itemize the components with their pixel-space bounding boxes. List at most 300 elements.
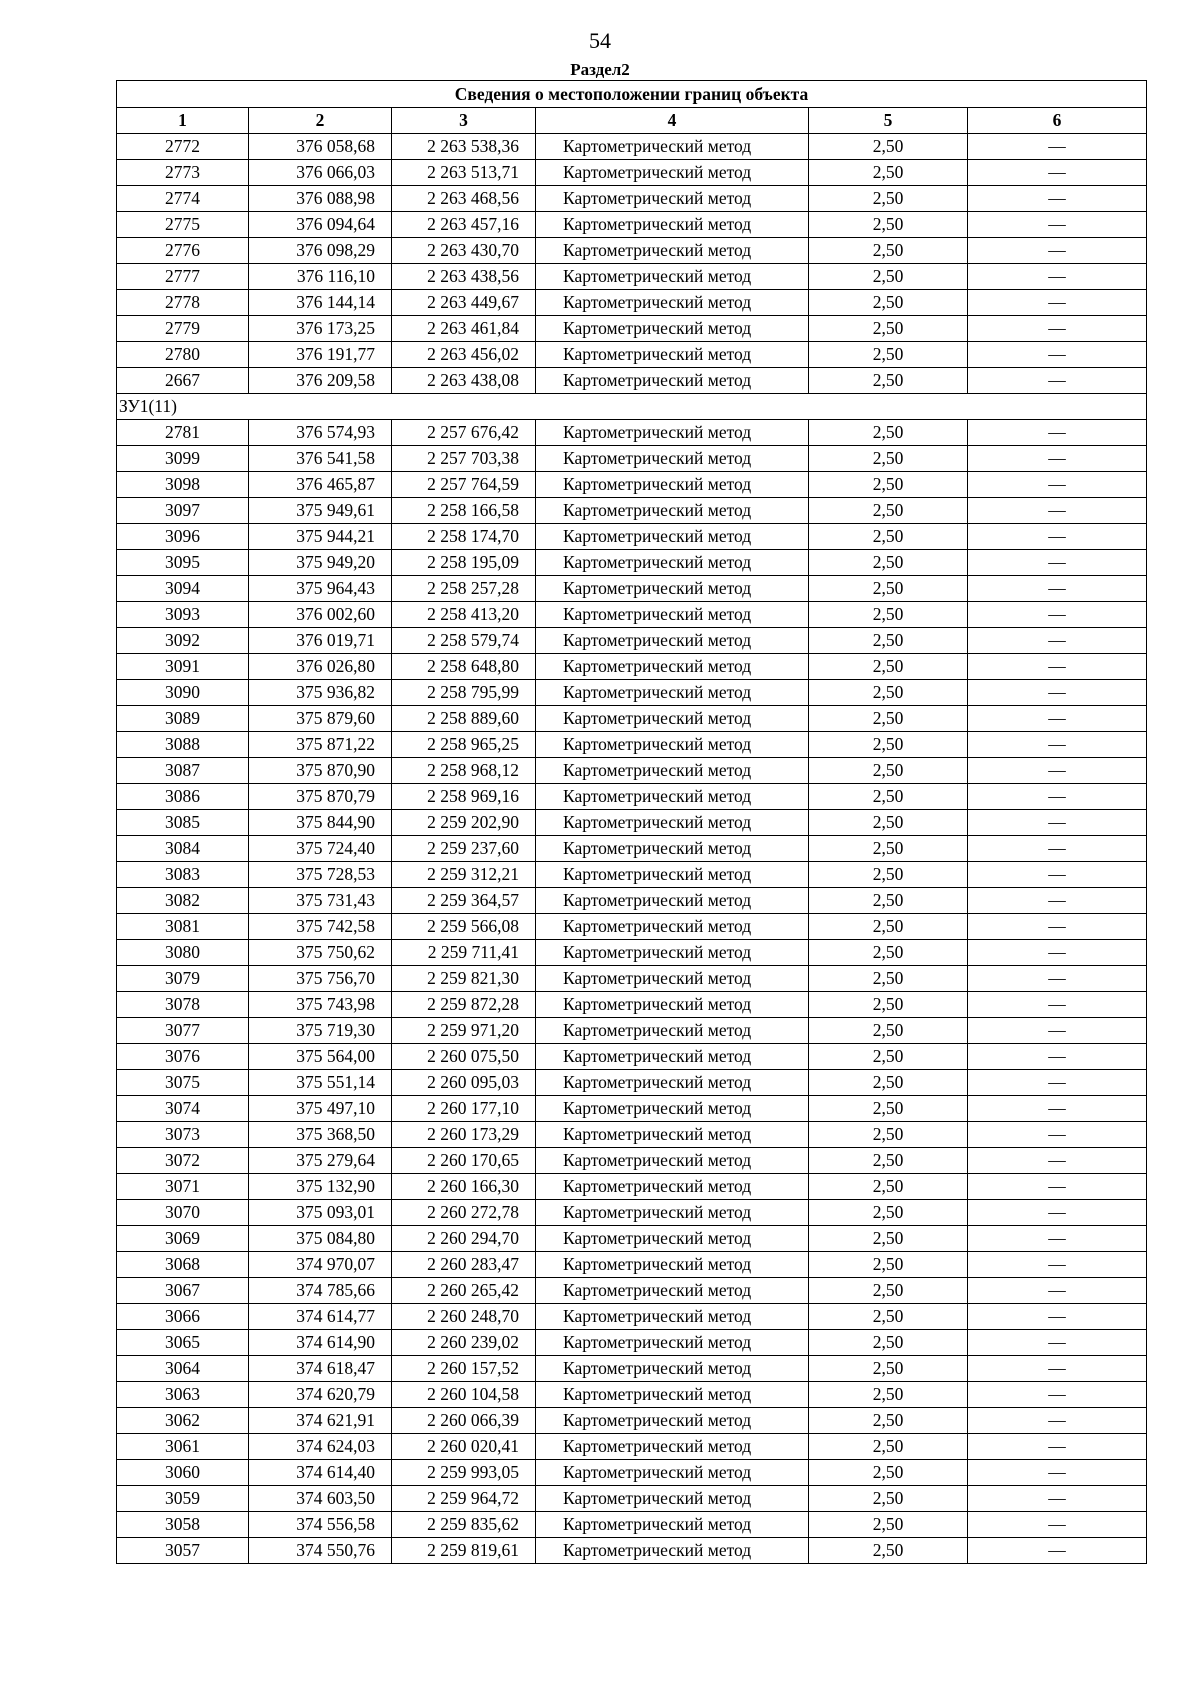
table-row — [117, 810, 1147, 836]
point-number-cell: 3067 — [117, 1278, 249, 1304]
method-cell: Картометрический метод — [536, 1070, 809, 1096]
y-coordinate-cell: 2 260 265,42 — [392, 1278, 536, 1304]
method-cell: Картометрический метод — [536, 706, 809, 732]
point-number-cell: 3083 — [117, 862, 249, 888]
accuracy-cell: 2,50 — [809, 1148, 968, 1174]
point-number-cell: 3092 — [117, 628, 249, 654]
method-cell: Картометрический метод — [536, 1278, 809, 1304]
method-cell: Картометрический метод — [536, 862, 809, 888]
accuracy-cell: 2,50 — [809, 134, 968, 160]
description-cell: — — [968, 1226, 1147, 1252]
accuracy-cell: 2,50 — [809, 1226, 968, 1252]
description-cell: — — [968, 1512, 1147, 1538]
method-cell: Картометрический метод — [536, 966, 809, 992]
x-coordinate-cell: 376 058,68 — [249, 134, 392, 160]
point-number-cell: 3080 — [117, 940, 249, 966]
table-row — [117, 1070, 1147, 1096]
y-coordinate-cell: 2 260 177,10 — [392, 1096, 536, 1122]
accuracy-cell: 2,50 — [809, 498, 968, 524]
table-row — [117, 1460, 1147, 1486]
method-cell: Картометрический метод — [536, 1148, 809, 1174]
point-number-cell: 3068 — [117, 1252, 249, 1278]
table-row — [117, 914, 1147, 940]
point-number-cell: 3091 — [117, 654, 249, 680]
point-number-cell: 3081 — [117, 914, 249, 940]
x-coordinate-cell: 376 002,60 — [249, 602, 392, 628]
table-row — [117, 628, 1147, 654]
description-cell: — — [968, 264, 1147, 290]
description-cell: — — [968, 1434, 1147, 1460]
description-cell: — — [968, 862, 1147, 888]
point-number-cell: 3087 — [117, 758, 249, 784]
x-coordinate-cell: 375 731,43 — [249, 888, 392, 914]
description-cell: — — [968, 186, 1147, 212]
description-cell: — — [968, 1122, 1147, 1148]
method-cell: Картометрический метод — [536, 602, 809, 628]
table-row — [117, 368, 1147, 394]
point-number-cell: 3064 — [117, 1356, 249, 1382]
y-coordinate-cell: 2 259 711,41 — [392, 940, 536, 966]
x-coordinate-cell: 375 497,10 — [249, 1096, 392, 1122]
point-number-cell: 3094 — [117, 576, 249, 602]
y-coordinate-cell: 2 263 461,84 — [392, 316, 536, 342]
method-cell: Картометрический метод — [536, 472, 809, 498]
point-number-cell: 3075 — [117, 1070, 249, 1096]
method-cell: Картометрический метод — [536, 758, 809, 784]
x-coordinate-cell: 375 743,98 — [249, 992, 392, 1018]
y-coordinate-cell: 2 259 819,61 — [392, 1538, 536, 1564]
point-number-cell: 3096 — [117, 524, 249, 550]
accuracy-cell: 2,50 — [809, 1174, 968, 1200]
point-number-cell: 3059 — [117, 1486, 249, 1512]
method-cell: Картометрический метод — [536, 134, 809, 160]
y-coordinate-cell: 2 259 993,05 — [392, 1460, 536, 1486]
x-coordinate-cell: 375 750,62 — [249, 940, 392, 966]
x-coordinate-cell: 375 742,58 — [249, 914, 392, 940]
accuracy-cell: 2,50 — [809, 602, 968, 628]
table-row — [117, 524, 1147, 550]
table-row — [117, 940, 1147, 966]
accuracy-cell: 2,50 — [809, 1512, 968, 1538]
accuracy-cell: 2,50 — [809, 238, 968, 264]
method-cell: Картометрический метод — [536, 1486, 809, 1512]
accuracy-cell: 2,50 — [809, 1408, 968, 1434]
description-cell: — — [968, 758, 1147, 784]
point-number-cell: 2667 — [117, 368, 249, 394]
x-coordinate-cell: 376 574,93 — [249, 420, 392, 446]
method-cell: Картометрический метод — [536, 368, 809, 394]
point-number-cell: 2774 — [117, 186, 249, 212]
y-coordinate-cell: 2 258 166,58 — [392, 498, 536, 524]
group-label: ЗУ1(11) — [117, 394, 1147, 420]
description-cell: — — [968, 654, 1147, 680]
method-cell: Картометрический метод — [536, 1174, 809, 1200]
accuracy-cell: 2,50 — [809, 758, 968, 784]
x-coordinate-cell: 375 728,53 — [249, 862, 392, 888]
method-cell: Картометрический метод — [536, 1538, 809, 1564]
description-cell: — — [968, 1070, 1147, 1096]
table-row — [117, 1538, 1147, 1564]
group-row — [117, 394, 1147, 420]
accuracy-cell: 2,50 — [809, 810, 968, 836]
point-number-cell: 3078 — [117, 992, 249, 1018]
method-cell: Картометрический метод — [536, 1512, 809, 1538]
x-coordinate-cell: 374 624,03 — [249, 1434, 392, 1460]
x-coordinate-cell: 375 724,40 — [249, 836, 392, 862]
accuracy-cell: 2,50 — [809, 212, 968, 238]
accuracy-cell: 2,50 — [809, 316, 968, 342]
accuracy-cell: 2,50 — [809, 914, 968, 940]
accuracy-cell: 2,50 — [809, 160, 968, 186]
description-cell: — — [968, 498, 1147, 524]
description-cell: — — [968, 368, 1147, 394]
description-cell: — — [968, 1538, 1147, 1564]
point-number-cell: 3073 — [117, 1122, 249, 1148]
x-coordinate-cell: 374 556,58 — [249, 1512, 392, 1538]
table-row — [117, 966, 1147, 992]
point-number-cell: 2773 — [117, 160, 249, 186]
accuracy-cell: 2,50 — [809, 1122, 968, 1148]
table-row — [117, 992, 1147, 1018]
point-number-cell: 2772 — [117, 134, 249, 160]
point-number-cell: 3099 — [117, 446, 249, 472]
point-number-cell: 3090 — [117, 680, 249, 706]
y-coordinate-cell: 2 263 430,70 — [392, 238, 536, 264]
y-coordinate-cell: 2 258 969,16 — [392, 784, 536, 810]
x-coordinate-cell: 374 603,50 — [249, 1486, 392, 1512]
accuracy-cell: 2,50 — [809, 862, 968, 888]
description-cell: — — [968, 602, 1147, 628]
y-coordinate-cell: 2 258 889,60 — [392, 706, 536, 732]
table-caption-row — [117, 81, 1147, 108]
accuracy-cell: 2,50 — [809, 992, 968, 1018]
x-coordinate-cell: 375 944,21 — [249, 524, 392, 550]
accuracy-cell: 2,50 — [809, 1434, 968, 1460]
x-coordinate-cell: 375 871,22 — [249, 732, 392, 758]
description-cell: — — [968, 1408, 1147, 1434]
y-coordinate-cell: 2 263 538,36 — [392, 134, 536, 160]
description-cell: — — [968, 732, 1147, 758]
x-coordinate-cell: 376 191,77 — [249, 342, 392, 368]
y-coordinate-cell: 2 260 020,41 — [392, 1434, 536, 1460]
y-coordinate-cell: 2 260 157,52 — [392, 1356, 536, 1382]
accuracy-cell: 2,50 — [809, 342, 968, 368]
y-coordinate-cell: 2 258 795,99 — [392, 680, 536, 706]
method-cell: Картометрический метод — [536, 446, 809, 472]
y-coordinate-cell: 2 259 971,20 — [392, 1018, 536, 1044]
x-coordinate-cell: 374 614,40 — [249, 1460, 392, 1486]
accuracy-cell: 2,50 — [809, 186, 968, 212]
y-coordinate-cell: 2 260 272,78 — [392, 1200, 536, 1226]
point-number-cell: 3084 — [117, 836, 249, 862]
x-coordinate-cell: 375 844,90 — [249, 810, 392, 836]
accuracy-cell: 2,50 — [809, 1460, 968, 1486]
table-row — [117, 758, 1147, 784]
column-header: 1 — [117, 108, 249, 134]
x-coordinate-cell: 374 550,76 — [249, 1538, 392, 1564]
description-cell: — — [968, 628, 1147, 654]
point-number-cell: 2780 — [117, 342, 249, 368]
description-cell: — — [968, 524, 1147, 550]
method-cell: Картометрический метод — [536, 1018, 809, 1044]
x-coordinate-cell: 375 756,70 — [249, 966, 392, 992]
y-coordinate-cell: 2 263 438,08 — [392, 368, 536, 394]
table-row — [117, 732, 1147, 758]
accuracy-cell: 2,50 — [809, 1018, 968, 1044]
description-cell: — — [968, 1174, 1147, 1200]
y-coordinate-cell: 2 258 195,09 — [392, 550, 536, 576]
y-coordinate-cell: 2 259 821,30 — [392, 966, 536, 992]
y-coordinate-cell: 2 260 066,39 — [392, 1408, 536, 1434]
method-cell: Картометрический метод — [536, 680, 809, 706]
table-row — [117, 1382, 1147, 1408]
accuracy-cell: 2,50 — [809, 706, 968, 732]
table-row — [117, 888, 1147, 914]
point-number-cell: 3063 — [117, 1382, 249, 1408]
description-cell: — — [968, 1356, 1147, 1382]
point-number-cell: 3069 — [117, 1226, 249, 1252]
accuracy-cell: 2,50 — [809, 1486, 968, 1512]
method-cell: Картометрический метод — [536, 784, 809, 810]
description-cell: — — [968, 550, 1147, 576]
table-row — [117, 1330, 1147, 1356]
y-coordinate-cell: 2 259 835,62 — [392, 1512, 536, 1538]
table-row — [117, 160, 1147, 186]
y-coordinate-cell: 2 259 364,57 — [392, 888, 536, 914]
table-row — [117, 1408, 1147, 1434]
table-row — [117, 862, 1147, 888]
y-coordinate-cell: 2 259 964,72 — [392, 1486, 536, 1512]
x-coordinate-cell: 375 879,60 — [249, 706, 392, 732]
description-cell: — — [968, 810, 1147, 836]
table-row — [117, 1018, 1147, 1044]
point-number-cell: 3095 — [117, 550, 249, 576]
table-row — [117, 134, 1147, 160]
description-cell: — — [968, 420, 1147, 446]
description-cell: — — [968, 1252, 1147, 1278]
accuracy-cell: 2,50 — [809, 732, 968, 758]
y-coordinate-cell: 2 259 237,60 — [392, 836, 536, 862]
point-number-cell: 3066 — [117, 1304, 249, 1330]
y-coordinate-cell: 2 258 579,74 — [392, 628, 536, 654]
y-coordinate-cell: 2 263 513,71 — [392, 160, 536, 186]
x-coordinate-cell: 374 621,91 — [249, 1408, 392, 1434]
point-number-cell: 3086 — [117, 784, 249, 810]
method-cell: Картометрический метод — [536, 1200, 809, 1226]
x-coordinate-cell: 376 173,25 — [249, 316, 392, 342]
method-cell: Картометрический метод — [536, 1434, 809, 1460]
y-coordinate-cell: 2 258 648,80 — [392, 654, 536, 680]
description-cell: — — [968, 134, 1147, 160]
method-cell: Картометрический метод — [536, 940, 809, 966]
method-cell: Картометрический метод — [536, 914, 809, 940]
y-coordinate-cell: 2 258 965,25 — [392, 732, 536, 758]
x-coordinate-cell: 375 564,00 — [249, 1044, 392, 1070]
column-header: 4 — [536, 108, 809, 134]
y-coordinate-cell: 2 258 174,70 — [392, 524, 536, 550]
table-row — [117, 1278, 1147, 1304]
y-coordinate-cell: 2 260 075,50 — [392, 1044, 536, 1070]
point-number-cell: 2775 — [117, 212, 249, 238]
x-coordinate-cell: 376 144,14 — [249, 290, 392, 316]
table-row — [117, 238, 1147, 264]
x-coordinate-cell: 374 614,90 — [249, 1330, 392, 1356]
description-cell: — — [968, 1148, 1147, 1174]
table-row — [117, 420, 1147, 446]
method-cell: Картометрический метод — [536, 1122, 809, 1148]
accuracy-cell: 2,50 — [809, 1382, 968, 1408]
method-cell: Картометрический метод — [536, 1382, 809, 1408]
method-cell: Картометрический метод — [536, 212, 809, 238]
accuracy-cell: 2,50 — [809, 628, 968, 654]
x-coordinate-cell: 376 541,58 — [249, 446, 392, 472]
method-cell: Картометрический метод — [536, 1304, 809, 1330]
point-number-cell: 2778 — [117, 290, 249, 316]
point-number-cell: 3098 — [117, 472, 249, 498]
accuracy-cell: 2,50 — [809, 680, 968, 706]
x-coordinate-cell: 375 084,80 — [249, 1226, 392, 1252]
method-cell: Картометрический метод — [536, 836, 809, 862]
method-cell: Картометрический метод — [536, 1356, 809, 1382]
point-number-cell: 3072 — [117, 1148, 249, 1174]
method-cell: Картометрический метод — [536, 1226, 809, 1252]
accuracy-cell: 2,50 — [809, 654, 968, 680]
y-coordinate-cell: 2 257 676,42 — [392, 420, 536, 446]
table-body — [117, 134, 1147, 1564]
x-coordinate-cell: 376 098,29 — [249, 238, 392, 264]
y-coordinate-cell: 2 259 872,28 — [392, 992, 536, 1018]
method-cell: Картометрический метод — [536, 498, 809, 524]
y-coordinate-cell: 2 257 703,38 — [392, 446, 536, 472]
table-row — [117, 602, 1147, 628]
table-row — [117, 186, 1147, 212]
method-cell: Картометрический метод — [536, 524, 809, 550]
table-row — [117, 576, 1147, 602]
x-coordinate-cell: 376 026,80 — [249, 654, 392, 680]
y-coordinate-cell: 2 259 202,90 — [392, 810, 536, 836]
point-number-cell: 2779 — [117, 316, 249, 342]
point-number-cell: 3057 — [117, 1538, 249, 1564]
method-cell: Картометрический метод — [536, 316, 809, 342]
x-coordinate-cell: 376 116,10 — [249, 264, 392, 290]
description-cell: — — [968, 472, 1147, 498]
point-number-cell: 3060 — [117, 1460, 249, 1486]
description-cell: — — [968, 992, 1147, 1018]
accuracy-cell: 2,50 — [809, 1356, 968, 1382]
table-row — [117, 1200, 1147, 1226]
x-coordinate-cell: 375 279,64 — [249, 1148, 392, 1174]
accuracy-cell: 2,50 — [809, 1044, 968, 1070]
x-coordinate-cell: 375 093,01 — [249, 1200, 392, 1226]
table-row — [117, 1486, 1147, 1512]
table-row — [117, 264, 1147, 290]
description-cell: — — [968, 1330, 1147, 1356]
accuracy-cell: 2,50 — [809, 1070, 968, 1096]
table-row — [117, 316, 1147, 342]
method-cell: Картометрический метод — [536, 160, 809, 186]
point-number-cell: 3077 — [117, 1018, 249, 1044]
table-row — [117, 342, 1147, 368]
point-number-cell: 3065 — [117, 1330, 249, 1356]
accuracy-cell: 2,50 — [809, 1304, 968, 1330]
y-coordinate-cell: 2 260 294,70 — [392, 1226, 536, 1252]
accuracy-cell: 2,50 — [809, 784, 968, 810]
method-cell: Картометрический метод — [536, 290, 809, 316]
accuracy-cell: 2,50 — [809, 264, 968, 290]
point-number-cell: 3093 — [117, 602, 249, 628]
point-number-cell: 3071 — [117, 1174, 249, 1200]
y-coordinate-cell: 2 258 968,12 — [392, 758, 536, 784]
description-cell: — — [968, 836, 1147, 862]
table-row — [117, 498, 1147, 524]
description-cell: — — [968, 966, 1147, 992]
description-cell: — — [968, 1044, 1147, 1070]
accuracy-cell: 2,50 — [809, 966, 968, 992]
table-row — [117, 784, 1147, 810]
table-row — [117, 1044, 1147, 1070]
x-coordinate-cell: 374 785,66 — [249, 1278, 392, 1304]
table-row — [117, 1096, 1147, 1122]
table-row — [117, 1148, 1147, 1174]
description-cell: — — [968, 342, 1147, 368]
description-cell: — — [968, 1460, 1147, 1486]
method-cell: Картометрический метод — [536, 264, 809, 290]
x-coordinate-cell: 375 949,61 — [249, 498, 392, 524]
description-cell: — — [968, 1304, 1147, 1330]
accuracy-cell: 2,50 — [809, 576, 968, 602]
description-cell: — — [968, 888, 1147, 914]
point-number-cell: 3076 — [117, 1044, 249, 1070]
description-cell: — — [968, 784, 1147, 810]
x-coordinate-cell: 374 970,07 — [249, 1252, 392, 1278]
y-coordinate-cell: 2 258 413,20 — [392, 602, 536, 628]
y-coordinate-cell: 2 260 283,47 — [392, 1252, 536, 1278]
table-row — [117, 836, 1147, 862]
coordinates-table — [116, 80, 1147, 1564]
x-coordinate-cell: 376 088,98 — [249, 186, 392, 212]
accuracy-cell: 2,50 — [809, 472, 968, 498]
x-coordinate-cell: 375 964,43 — [249, 576, 392, 602]
table-row — [117, 1122, 1147, 1148]
column-header: 3 — [392, 108, 536, 134]
table-row — [117, 290, 1147, 316]
description-cell: — — [968, 290, 1147, 316]
method-cell: Картометрический метод — [536, 342, 809, 368]
method-cell: Картометрический метод — [536, 1408, 809, 1434]
method-cell: Картометрический метод — [536, 628, 809, 654]
description-cell: — — [968, 238, 1147, 264]
table-row — [117, 550, 1147, 576]
description-cell: — — [968, 706, 1147, 732]
description-cell: — — [968, 1278, 1147, 1304]
method-cell: Картометрический метод — [536, 1252, 809, 1278]
table-row — [117, 1356, 1147, 1382]
x-coordinate-cell: 375 551,14 — [249, 1070, 392, 1096]
accuracy-cell: 2,50 — [809, 1330, 968, 1356]
x-coordinate-cell: 374 614,77 — [249, 1304, 392, 1330]
method-cell: Картометрический метод — [536, 732, 809, 758]
table-row — [117, 1226, 1147, 1252]
description-cell: — — [968, 914, 1147, 940]
accuracy-cell: 2,50 — [809, 550, 968, 576]
point-number-cell: 2777 — [117, 264, 249, 290]
accuracy-cell: 2,50 — [809, 1200, 968, 1226]
accuracy-cell: 2,50 — [809, 1278, 968, 1304]
description-cell: — — [968, 940, 1147, 966]
method-cell: Картометрический метод — [536, 1460, 809, 1486]
table-row — [117, 212, 1147, 238]
point-number-cell: 3088 — [117, 732, 249, 758]
